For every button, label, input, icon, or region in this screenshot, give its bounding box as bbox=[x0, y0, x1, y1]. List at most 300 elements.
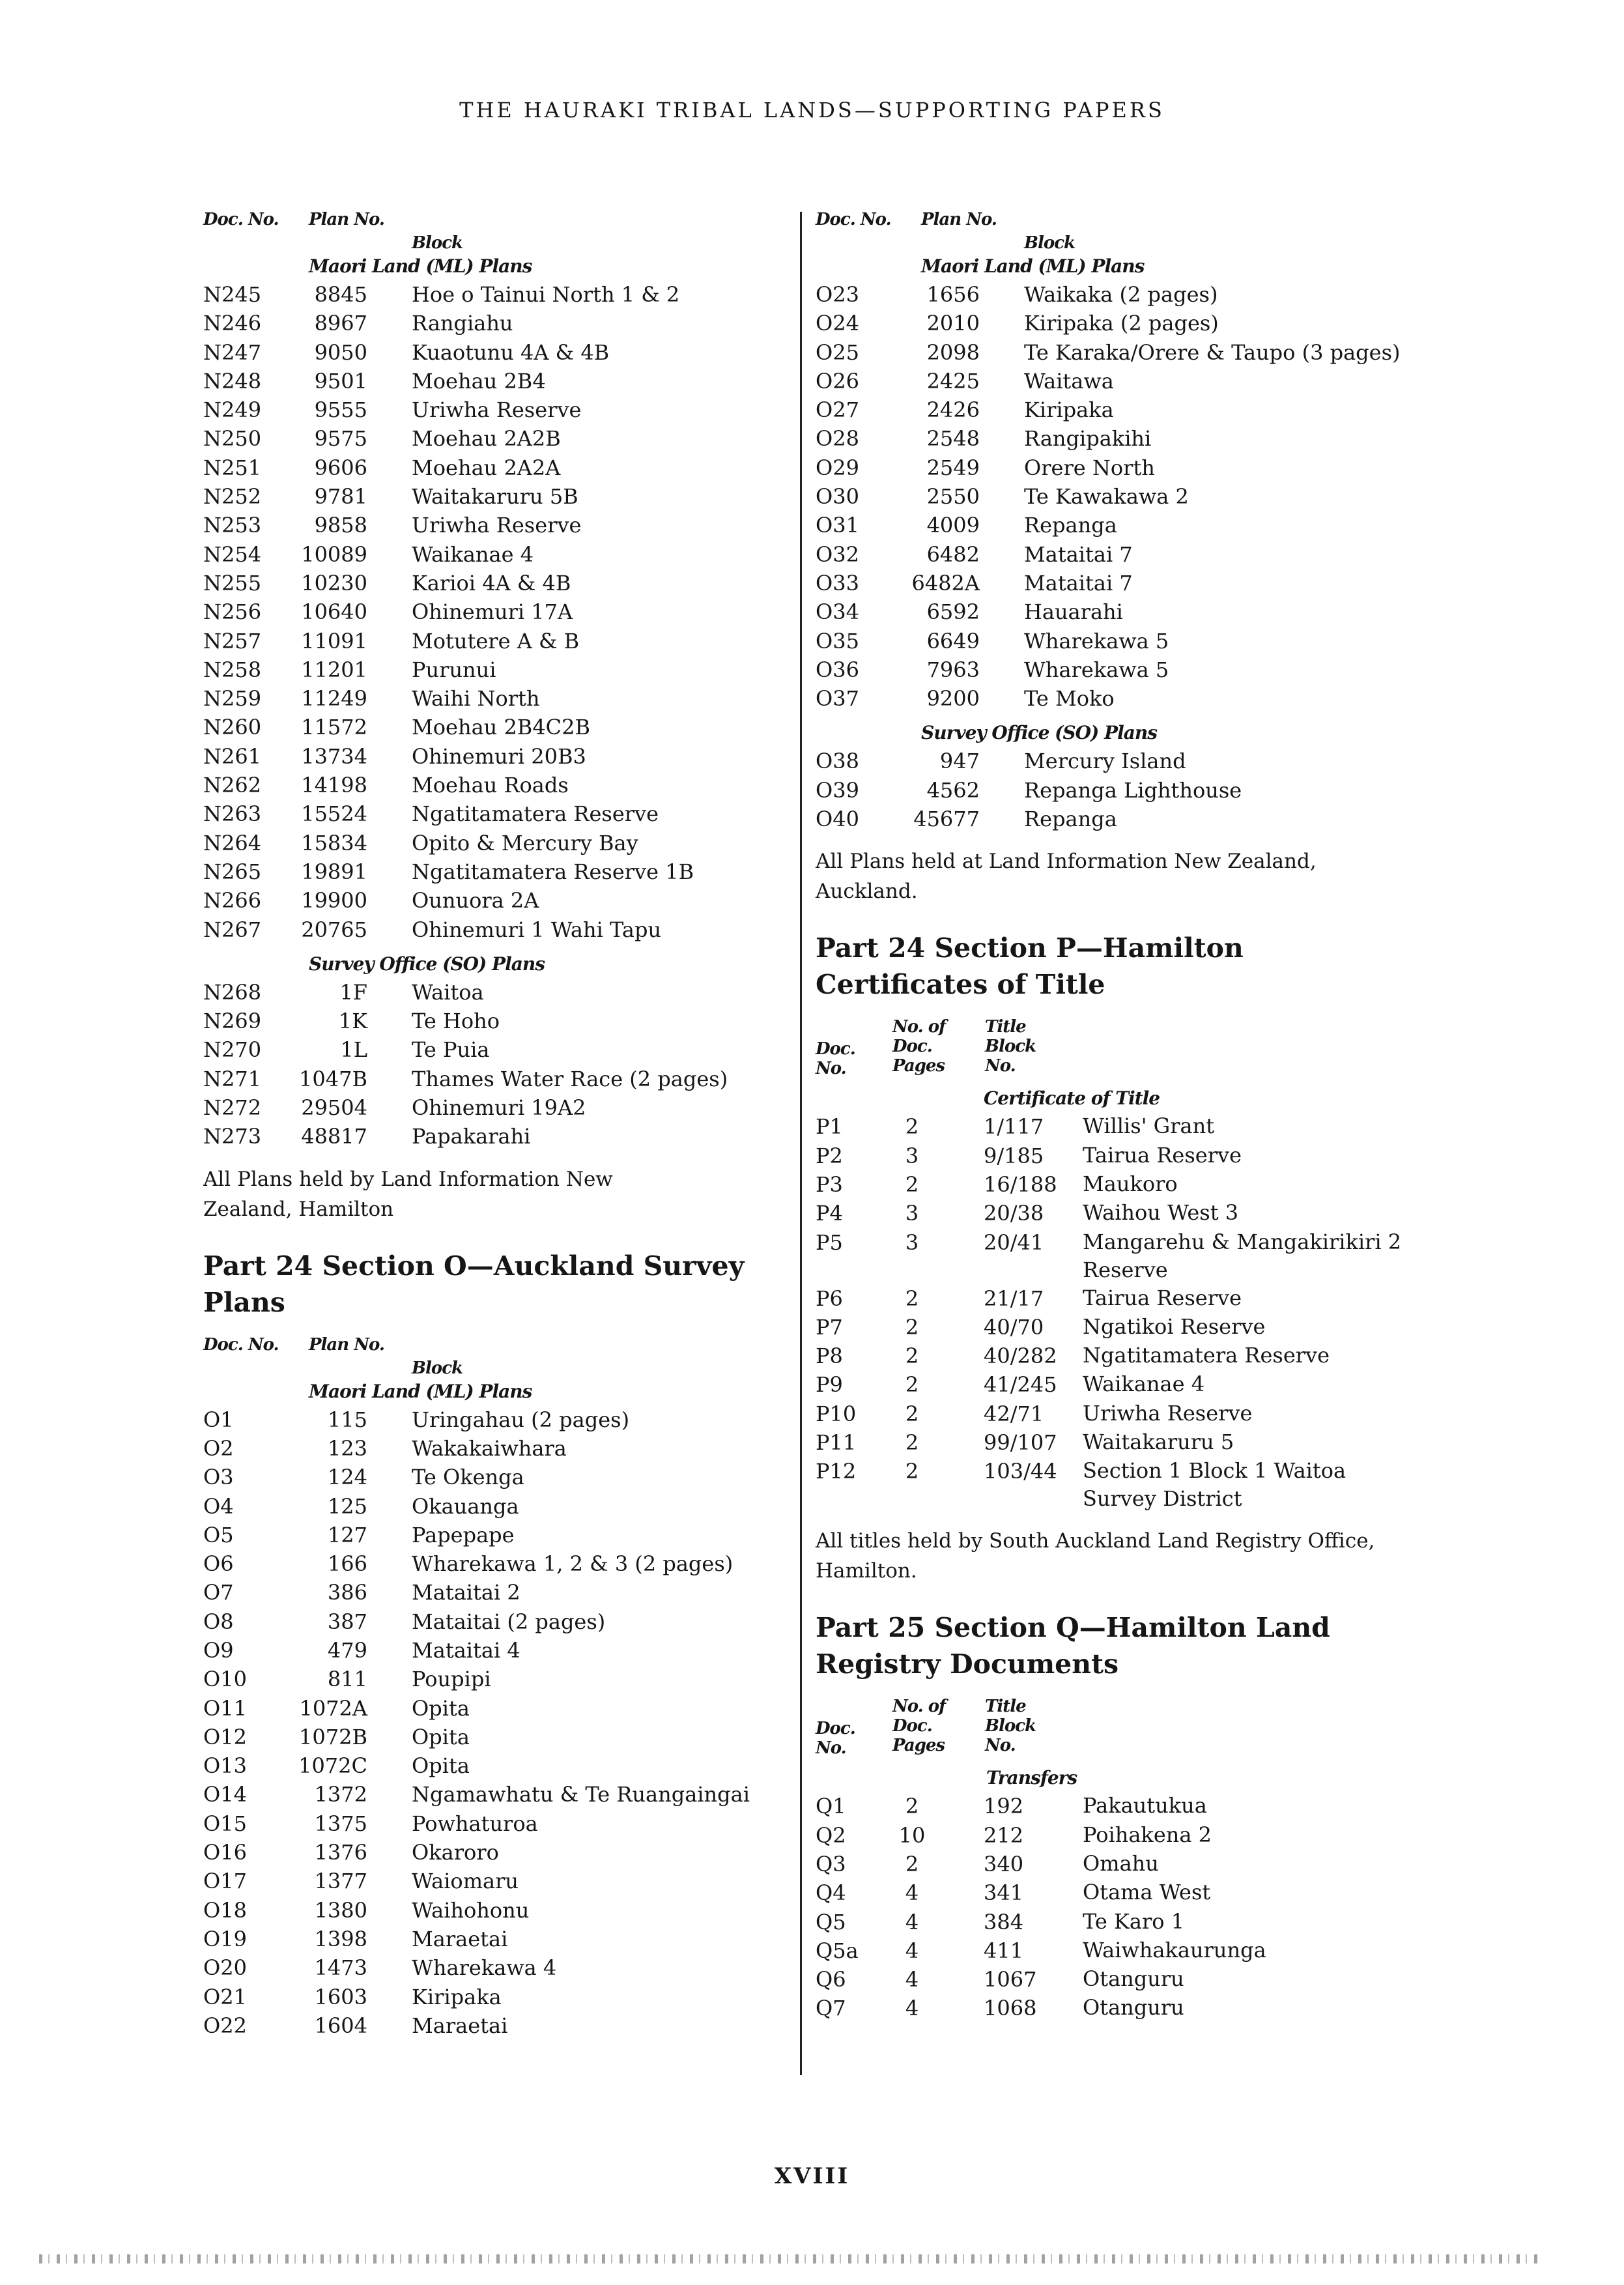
block-name-cell: Maraetai bbox=[412, 1926, 508, 1951]
table-row bbox=[816, 1228, 1402, 1284]
plan-no-cell: 1380 bbox=[314, 1897, 367, 1923]
n-so-subheading: Survey Office (SO) Plans bbox=[309, 953, 545, 975]
block-name-cell: Mataitai (2 pages) bbox=[412, 1609, 606, 1634]
doc-no-heading: Doc. No. bbox=[816, 1039, 855, 1079]
table-row bbox=[203, 1521, 790, 1549]
plan-no-cell: 11572 bbox=[301, 715, 367, 740]
column-headings-p bbox=[816, 1017, 1402, 1085]
title-block-cell: 1068 bbox=[984, 1996, 1037, 2021]
table-row bbox=[203, 915, 790, 944]
doc-no-cell: Q7 bbox=[816, 1996, 846, 2021]
column-headings-q bbox=[816, 1697, 1402, 1764]
plan-no-cell: 8967 bbox=[314, 311, 367, 336]
table-row bbox=[203, 1549, 790, 1578]
block-name-cell: Papakarahi bbox=[412, 1124, 531, 1149]
block-name-cell: Wharekawa 5 bbox=[1024, 628, 1169, 654]
plan-no-cell: 19891 bbox=[301, 859, 367, 884]
doc-no-cell: N271 bbox=[203, 1066, 262, 1091]
block-name-cell: Opita bbox=[412, 1724, 470, 1749]
transfers-subheading: Transfers bbox=[986, 1767, 1077, 1789]
q-list bbox=[816, 1792, 1402, 2022]
column-headings-o bbox=[203, 1335, 790, 1378]
block-name-cell: Papepape bbox=[412, 1522, 515, 1547]
block-name-cell: Maukoro bbox=[1083, 1171, 1178, 1196]
right-column bbox=[816, 210, 1402, 2023]
table-row bbox=[203, 1405, 790, 1434]
block-name-cell: Waihohonu bbox=[412, 1897, 530, 1923]
table-row bbox=[816, 1342, 1402, 1370]
doc-no-cell: O32 bbox=[816, 541, 859, 567]
title-block-cell: 384 bbox=[984, 1909, 1024, 1934]
block-name-cell: Opita bbox=[412, 1753, 470, 1779]
plan-no-cell: 2549 bbox=[926, 455, 980, 480]
table-row bbox=[203, 482, 790, 511]
title-block-cell: 411 bbox=[984, 1938, 1024, 1963]
block-heading: Block bbox=[412, 1358, 463, 1378]
doc-pages-cell: 4 bbox=[905, 1996, 919, 2021]
doc-no-cell: O7 bbox=[203, 1580, 234, 1605]
plan-no-cell: 10640 bbox=[301, 599, 367, 625]
doc-no-cell: Q4 bbox=[816, 1880, 846, 1906]
title-block-cell: 20/41 bbox=[984, 1229, 1044, 1255]
plan-no-cell: 166 bbox=[327, 1551, 367, 1577]
block-name-cell: Ngamawhatu & Te Ruangaingai bbox=[412, 1782, 750, 1807]
title-block-cell: 192 bbox=[984, 1794, 1024, 1819]
title-block-cell: 21/17 bbox=[984, 1286, 1044, 1311]
doc-no-cell: O5 bbox=[203, 1522, 234, 1547]
block-name-cell: Poihakena 2 bbox=[1083, 1822, 1212, 1847]
doc-no-cell: O33 bbox=[816, 570, 859, 596]
block-name-cell: Te Karo 1 bbox=[1083, 1908, 1185, 1934]
block-name-cell: Waikanae 4 bbox=[412, 541, 534, 567]
plan-no-heading: Plan No. bbox=[921, 210, 997, 229]
block-name-cell: Moehau 2A2B bbox=[412, 426, 561, 452]
plan-no-cell: 479 bbox=[327, 1637, 367, 1663]
doc-no-cell: O1 bbox=[203, 1407, 234, 1432]
table-row bbox=[203, 597, 790, 626]
plan-no-cell: 1K bbox=[338, 1009, 367, 1034]
block-name-cell: Ohinemuri 1 Wahi Tapu bbox=[412, 917, 662, 942]
doc-pages-cell: 2 bbox=[905, 1344, 919, 1369]
scan-edge-noise bbox=[39, 2254, 1537, 2263]
plan-no-cell: 9501 bbox=[314, 368, 367, 394]
table-row bbox=[203, 1035, 790, 1064]
plan-no-cell: 13734 bbox=[301, 743, 367, 769]
block-name-cell: Repanga bbox=[1024, 513, 1117, 538]
doc-no-cell: N252 bbox=[203, 484, 262, 510]
column-headings-o-cont bbox=[816, 210, 1402, 253]
table-row bbox=[203, 1751, 790, 1780]
plan-no-cell: 9050 bbox=[314, 339, 367, 365]
table-row bbox=[816, 1821, 1402, 1850]
doc-pages-cell: 2 bbox=[905, 1314, 919, 1340]
doc-no-cell: O17 bbox=[203, 1869, 247, 1894]
doc-no-cell: N248 bbox=[203, 368, 262, 394]
block-name-cell: Te Puia bbox=[412, 1037, 490, 1063]
doc-no-cell: O31 bbox=[816, 513, 859, 538]
block-name-cell: Mataitai 2 bbox=[412, 1580, 520, 1605]
table-row bbox=[816, 569, 1402, 597]
title-block-cell: 1067 bbox=[984, 1967, 1037, 1992]
plan-no-cell: 7963 bbox=[926, 657, 980, 682]
table-row bbox=[203, 1925, 790, 1953]
block-name-cell: Waitoa bbox=[412, 979, 484, 1005]
column-divider bbox=[800, 212, 802, 2075]
doc-pages-cell: 4 bbox=[905, 1909, 919, 1934]
title-block-cell: 20/38 bbox=[984, 1201, 1044, 1226]
doc-pages-cell: 2 bbox=[905, 1851, 919, 1876]
table-row bbox=[203, 338, 790, 367]
plan-no-cell: 9858 bbox=[314, 513, 367, 538]
plan-no-cell: 1047B bbox=[299, 1066, 367, 1091]
block-name-cell: Purunui bbox=[412, 657, 496, 682]
block-name-cell: Wharekawa 1, 2 & 3 (2 pages) bbox=[412, 1551, 734, 1577]
block-name-cell: Waikaka (2 pages) bbox=[1024, 282, 1218, 307]
table-row bbox=[203, 1896, 790, 1925]
block-name-cell: Maraetai bbox=[412, 2013, 508, 2038]
block-name-cell: Orere North bbox=[1024, 455, 1155, 480]
plan-no-cell: 127 bbox=[327, 1522, 367, 1547]
table-row bbox=[203, 511, 790, 539]
table-row bbox=[816, 424, 1402, 453]
block-name-cell: Moehau Roads bbox=[412, 773, 569, 798]
doc-no-cell: O20 bbox=[203, 1955, 247, 1981]
block-name-cell: Karioi 4A & 4B bbox=[412, 570, 571, 596]
table-row bbox=[816, 395, 1402, 424]
plan-no-cell: 1473 bbox=[314, 1955, 367, 1981]
title-block-cell: 42/71 bbox=[984, 1401, 1044, 1426]
title-block-cell: 212 bbox=[984, 1822, 1024, 1848]
title-block-cell: 40/70 bbox=[984, 1314, 1044, 1340]
table-row bbox=[816, 684, 1402, 713]
doc-pages-heading: No. of Doc. Pages bbox=[892, 1017, 946, 1076]
table-row bbox=[203, 655, 790, 684]
doc-pages-cell: 2 bbox=[905, 1459, 919, 1484]
title-block-cell: 41/245 bbox=[984, 1372, 1057, 1398]
title-block-cell: 340 bbox=[984, 1851, 1024, 1876]
plan-no-cell: 1072B bbox=[299, 1724, 367, 1749]
doc-no-cell: Q2 bbox=[816, 1822, 846, 1848]
plan-no-cell: 19900 bbox=[301, 888, 367, 913]
doc-pages-cell: 2 bbox=[905, 1372, 919, 1398]
title-block-cell: 1/117 bbox=[984, 1114, 1044, 1140]
block-name-cell: Te Okenga bbox=[412, 1465, 524, 1490]
block-name-cell: Tairua Reserve bbox=[1083, 1142, 1242, 1168]
table-row bbox=[816, 1850, 1402, 1878]
table-row bbox=[203, 1983, 790, 2011]
plan-no-cell: 10230 bbox=[301, 570, 367, 596]
doc-no-cell: N254 bbox=[203, 541, 262, 567]
section-q-title: Part 25 Section Q—Hamilton Land Registry Documents bbox=[816, 1612, 1330, 1680]
n-so-list bbox=[203, 978, 790, 1151]
plan-no-cell: 1656 bbox=[926, 282, 980, 307]
doc-no-cell: N246 bbox=[203, 311, 262, 336]
doc-no-cell: O22 bbox=[203, 2013, 247, 2038]
table-row bbox=[816, 1936, 1402, 1965]
block-name-cell: Mataitai 4 bbox=[412, 1637, 520, 1663]
o-ml-subheading: Maori Land (ML) Plans bbox=[309, 1380, 532, 1402]
doc-no-cell: O11 bbox=[203, 1695, 247, 1721]
block-name-cell: Thames Water Race (2 pages) bbox=[412, 1066, 728, 1091]
block-name-cell: Mataitai 7 bbox=[1024, 541, 1133, 567]
doc-no-cell: O27 bbox=[816, 397, 859, 423]
doc-no-cell: P8 bbox=[816, 1344, 843, 1369]
doc-pages-cell: 3 bbox=[905, 1229, 919, 1255]
block-name-cell: Wharekawa 5 bbox=[1024, 657, 1169, 682]
table-row bbox=[203, 713, 790, 741]
table-row bbox=[816, 280, 1402, 309]
table-row bbox=[203, 1665, 790, 1693]
doc-no-cell: P9 bbox=[816, 1372, 843, 1398]
plan-no-cell: 11201 bbox=[301, 657, 367, 682]
doc-pages-cell: 3 bbox=[905, 1143, 919, 1168]
plan-no-cell: 2425 bbox=[926, 368, 980, 394]
block-name-cell: Kiripaka bbox=[412, 1984, 502, 2009]
table-row bbox=[203, 684, 790, 713]
plan-no-cell: 1372 bbox=[314, 1782, 367, 1807]
plan-no-heading: Plan No. bbox=[309, 210, 384, 229]
left-column bbox=[203, 210, 790, 2040]
block-name-cell: Te Karaka/Orere & Taupo (3 pages) bbox=[1024, 339, 1401, 365]
o-ml-subheading-cont: Maori Land (ML) Plans bbox=[921, 255, 1145, 277]
table-row bbox=[816, 1370, 1402, 1399]
doc-no-cell: O10 bbox=[203, 1667, 247, 1692]
table-row bbox=[816, 1457, 1402, 1513]
plan-no-cell: 1L bbox=[340, 1037, 367, 1063]
doc-no-cell: O29 bbox=[816, 455, 859, 480]
doc-no-cell: N249 bbox=[203, 397, 262, 423]
doc-no-cell: N245 bbox=[203, 282, 262, 307]
block-name-cell: Waihi North bbox=[412, 686, 540, 711]
doc-no-cell: O12 bbox=[203, 1724, 247, 1749]
table-row bbox=[203, 627, 790, 655]
o-so-subheading: Survey Office (SO) Plans bbox=[921, 722, 1157, 744]
block-name-cell: Kuaotunu 4A & 4B bbox=[412, 339, 610, 365]
doc-no-heading: Doc. No. bbox=[816, 210, 891, 229]
table-row bbox=[816, 453, 1402, 482]
running-title: THE HAURAKI TRIBAL LANDS—SUPPORTING PAPERS bbox=[459, 98, 1165, 122]
doc-no-cell: N264 bbox=[203, 830, 262, 855]
plan-no-cell: 1604 bbox=[314, 2013, 367, 2038]
plan-no-cell: 1072A bbox=[299, 1695, 367, 1721]
doc-no-cell: O21 bbox=[203, 1984, 247, 2009]
plan-no-cell: 1376 bbox=[314, 1840, 367, 1865]
doc-no-cell: P10 bbox=[816, 1401, 857, 1426]
doc-no-cell: O26 bbox=[816, 368, 859, 394]
table-row bbox=[816, 1908, 1402, 1936]
table-row bbox=[816, 1284, 1402, 1313]
table-row bbox=[816, 482, 1402, 511]
doc-no-cell: P4 bbox=[816, 1201, 843, 1226]
block-name-cell: Waitakaruru 5B bbox=[412, 484, 578, 510]
doc-no-cell: N265 bbox=[203, 859, 262, 884]
table-row bbox=[203, 453, 790, 482]
section-p-title: Part 24 Section P—Hamilton Certificates of Title bbox=[816, 932, 1244, 1001]
block-name-cell: Uriwha Reserve bbox=[1083, 1400, 1253, 1426]
doc-no-cell: N261 bbox=[203, 743, 262, 769]
table-row bbox=[816, 540, 1402, 569]
doc-no-cell: N262 bbox=[203, 773, 262, 798]
plan-no-cell: 6592 bbox=[926, 599, 980, 625]
doc-no-cell: N269 bbox=[203, 1009, 262, 1034]
doc-no-heading: Doc. No. bbox=[203, 1334, 279, 1355]
block-name-cell: Omahu bbox=[1083, 1850, 1159, 1876]
plan-no-cell: 811 bbox=[327, 1667, 367, 1692]
table-row bbox=[203, 395, 790, 424]
plan-no-cell: 11249 bbox=[301, 686, 367, 711]
page-number: XVIII bbox=[774, 2163, 850, 2189]
doc-no-cell: O18 bbox=[203, 1897, 247, 1923]
doc-no-cell: N257 bbox=[203, 628, 262, 654]
table-row bbox=[816, 597, 1402, 626]
plan-no-cell: 1398 bbox=[314, 1926, 367, 1951]
table-row bbox=[203, 1607, 790, 1636]
table-row bbox=[203, 1492, 790, 1521]
block-name-cell: Ohinemuri 19A2 bbox=[412, 1095, 586, 1121]
plan-no-cell: 45677 bbox=[913, 807, 980, 832]
table-row bbox=[816, 338, 1402, 367]
plan-no-cell: 15524 bbox=[301, 801, 367, 827]
doc-pages-cell: 2 bbox=[905, 1286, 919, 1311]
doc-no-cell: O3 bbox=[203, 1465, 234, 1490]
table-row bbox=[203, 1578, 790, 1607]
doc-no-cell: Q3 bbox=[816, 1851, 846, 1876]
table-row bbox=[203, 1723, 790, 1751]
block-name-cell: Ngatitamatera Reserve bbox=[1083, 1343, 1330, 1368]
table-row bbox=[203, 1065, 790, 1093]
block-name-cell: Poupipi bbox=[412, 1667, 491, 1692]
block-name-cell: Moehau 2B4 bbox=[412, 368, 546, 394]
table-row bbox=[203, 1694, 790, 1723]
block-name-cell: Moehau 2B4C2B bbox=[412, 715, 591, 740]
doc-no-cell: N255 bbox=[203, 570, 262, 596]
plan-no-cell: 947 bbox=[939, 749, 980, 774]
doc-no-cell: O39 bbox=[816, 777, 859, 803]
table-row bbox=[816, 1313, 1402, 1342]
n-ml-list bbox=[203, 280, 790, 944]
table-row bbox=[203, 280, 790, 309]
doc-no-cell: N260 bbox=[203, 715, 262, 740]
block-heading: Block bbox=[1024, 233, 1076, 253]
section-p-note: All titles held by South Auckland Land Registry Office, Hamilton. bbox=[816, 1529, 1375, 1583]
table-row bbox=[203, 742, 790, 771]
n-ml-subheading: Maori Land (ML) Plans bbox=[309, 255, 532, 277]
doc-no-cell: N250 bbox=[203, 426, 262, 452]
doc-pages-cell: 4 bbox=[905, 1967, 919, 1992]
doc-no-cell: O24 bbox=[816, 311, 859, 336]
block-name-cell: Opito & Mercury Bay bbox=[412, 830, 638, 855]
p-list bbox=[816, 1112, 1402, 1513]
doc-no-cell: N256 bbox=[203, 599, 262, 625]
title-block-cell: 103/44 bbox=[984, 1459, 1057, 1484]
plan-no-cell: 2548 bbox=[926, 426, 980, 452]
doc-pages-cell: 2 bbox=[905, 1114, 919, 1140]
plan-no-cell: 2098 bbox=[926, 339, 980, 365]
column-headings-n bbox=[203, 210, 790, 253]
doc-no-cell: O4 bbox=[203, 1493, 234, 1519]
table-row bbox=[203, 886, 790, 915]
block-name-cell: Wakakaiwhara bbox=[412, 1435, 567, 1461]
block-name-cell: Tairua Reserve bbox=[1083, 1285, 1242, 1310]
block-name-cell: Ngatitamatera Reserve 1B bbox=[412, 859, 694, 884]
block-name-cell: Ngatitamatera Reserve bbox=[412, 801, 659, 827]
doc-pages-cell: 2 bbox=[905, 1171, 919, 1197]
doc-no-cell: Q1 bbox=[816, 1794, 846, 1819]
table-row bbox=[816, 1428, 1402, 1457]
doc-no-cell: N268 bbox=[203, 979, 262, 1005]
block-name-cell: Hauarahi bbox=[1024, 599, 1123, 625]
plan-no-cell: 29504 bbox=[301, 1095, 367, 1121]
plan-no-cell: 2550 bbox=[926, 484, 980, 510]
title-block-cell: 341 bbox=[984, 1880, 1024, 1906]
block-name-cell: Waitawa bbox=[1024, 368, 1114, 394]
block-name-cell: Waihou West 3 bbox=[1083, 1200, 1239, 1226]
doc-no-cell: P1 bbox=[816, 1114, 843, 1140]
table-row bbox=[203, 1953, 790, 1982]
block-heading: Block bbox=[412, 233, 463, 253]
doc-pages-cell: 10 bbox=[898, 1822, 926, 1848]
table-row bbox=[816, 1170, 1402, 1199]
table-row bbox=[816, 367, 1402, 395]
block-name-cell: Willis' Grant bbox=[1083, 1114, 1215, 1139]
doc-no-cell: Q5 bbox=[816, 1909, 846, 1934]
doc-no-cell: P12 bbox=[816, 1459, 857, 1484]
plan-no-cell: 125 bbox=[327, 1493, 367, 1519]
n-series-note: All Plans held by Land Information New Zealand, Hamilton bbox=[203, 1167, 613, 1221]
section-o-title: Part 24 Section O—Auckland Survey Plans bbox=[203, 1250, 745, 1318]
table-row bbox=[816, 1994, 1402, 2022]
table-row bbox=[203, 1838, 790, 1867]
block-name-cell: Ounuora 2A bbox=[412, 888, 539, 913]
plan-no-cell: 6649 bbox=[926, 628, 980, 654]
table-row bbox=[203, 309, 790, 338]
doc-no-cell: N266 bbox=[203, 888, 262, 913]
doc-no-cell: N270 bbox=[203, 1037, 262, 1063]
doc-no-cell: O8 bbox=[203, 1609, 234, 1634]
doc-pages-cell: 4 bbox=[905, 1880, 919, 1906]
o-so-list bbox=[816, 747, 1402, 833]
plan-no-cell: 1F bbox=[339, 979, 367, 1005]
plan-no-cell: 123 bbox=[327, 1435, 367, 1461]
table-row bbox=[203, 1093, 790, 1122]
doc-no-cell: O14 bbox=[203, 1782, 247, 1807]
doc-no-cell: O23 bbox=[816, 282, 859, 307]
table-row bbox=[203, 569, 790, 597]
title-block-heading: Title Block No. bbox=[985, 1017, 1036, 1076]
block-name-cell: Otama West bbox=[1083, 1880, 1211, 1905]
doc-no-cell: O16 bbox=[203, 1840, 247, 1865]
doc-no-cell: N258 bbox=[203, 657, 262, 682]
table-row bbox=[203, 1122, 790, 1151]
doc-no-cell: N273 bbox=[203, 1124, 262, 1149]
plan-no-cell: 1072C bbox=[298, 1753, 367, 1779]
doc-no-cell: N251 bbox=[203, 455, 262, 480]
plan-no-cell: 48817 bbox=[301, 1124, 367, 1149]
block-name-cell: Otanguru bbox=[1083, 1966, 1184, 1992]
doc-no-cell: O6 bbox=[203, 1551, 234, 1577]
block-name-cell: Waiwhakaurunga bbox=[1083, 1937, 1266, 1962]
block-name-cell: Mangarehu & Mangakirikiri 2 Reserve bbox=[1083, 1229, 1402, 1282]
doc-no-cell: O2 bbox=[203, 1435, 234, 1461]
block-name-cell: Te Hoho bbox=[412, 1009, 500, 1034]
block-name-cell: Pakautukua bbox=[1083, 1793, 1207, 1818]
block-name-cell: Waiomaru bbox=[412, 1869, 519, 1894]
plan-no-cell: 386 bbox=[327, 1580, 367, 1605]
table-row bbox=[816, 805, 1402, 833]
block-name-cell: Ngatikoi Reserve bbox=[1083, 1314, 1266, 1339]
table-row bbox=[203, 1780, 790, 1809]
doc-no-cell: O35 bbox=[816, 628, 859, 654]
